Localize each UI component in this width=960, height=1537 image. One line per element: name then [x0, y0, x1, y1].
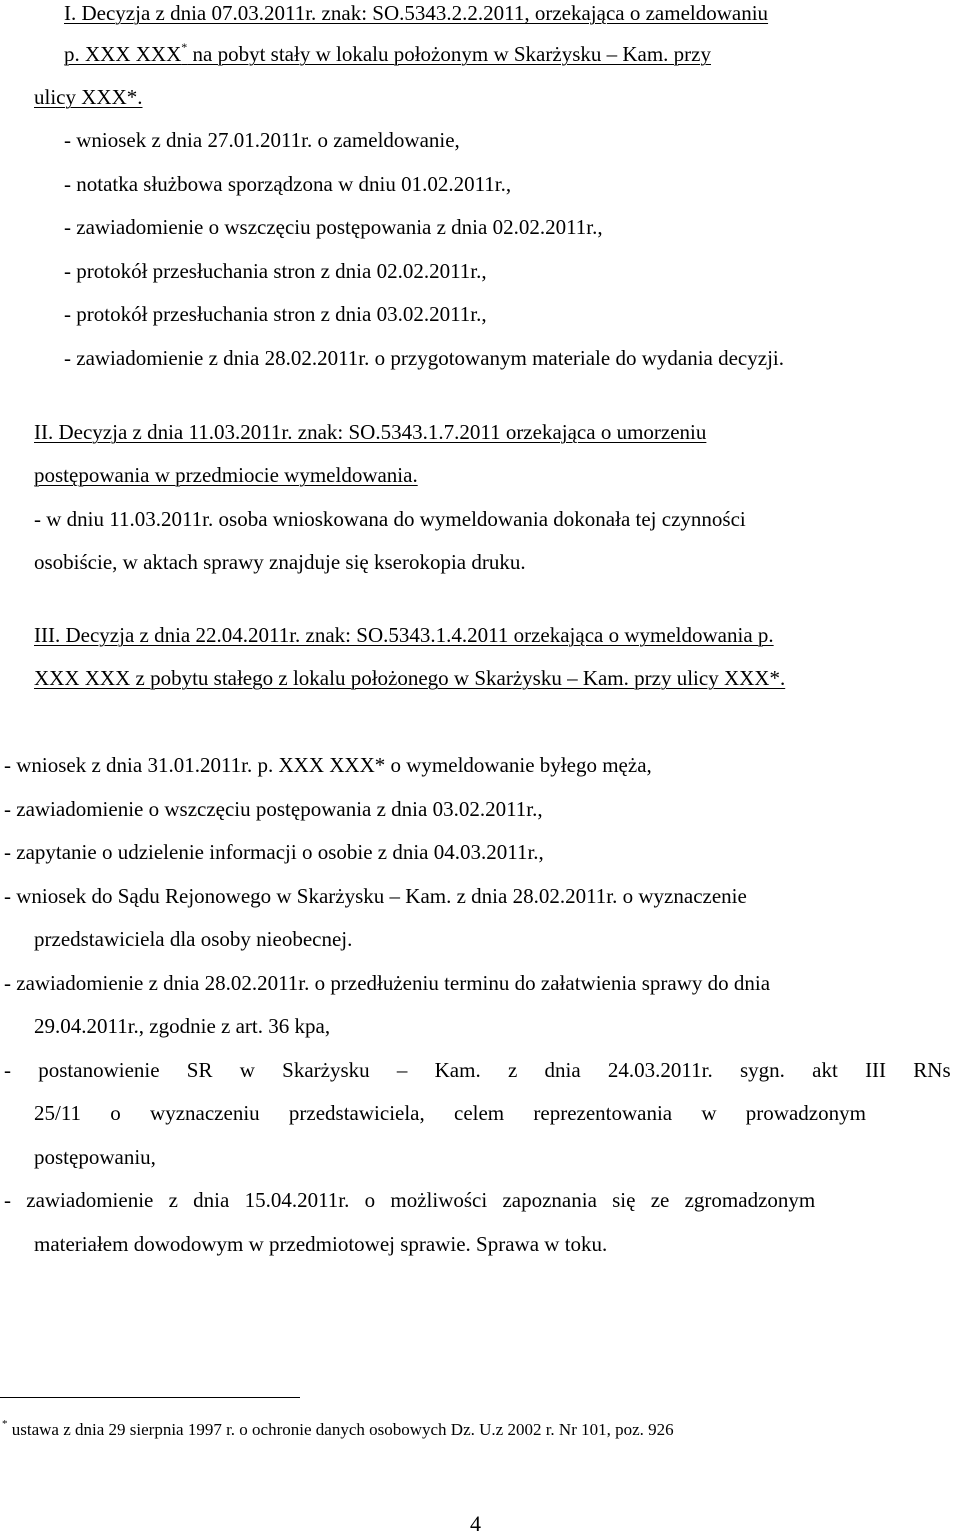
list-item-continuation: 25/11 o wyznaczeniu przedstawiciela, celem reprezentowania w prowadzonym	[34, 1101, 866, 1125]
page-number: 4	[470, 1511, 481, 1536]
list-item-continuation: materiałem dowodowym w przedmiotowej sprawie. Sprawa w toku.	[34, 1232, 608, 1256]
list-item: - wniosek z dnia 31.01.2011r. p. XXX XXX* o wymeldowanie byłego męża,	[4, 753, 652, 777]
list-item: - postanowienie SR w Skarżysku – Kam. z dnia 24.03.2011r. sygn. akt III RNs	[4, 1058, 951, 1082]
list-item: - wniosek z dnia 27.01.2011r. o zameldowanie,	[64, 128, 460, 152]
section-3-heading-line-1: III. Decyzja z dnia 22.04.2011r. znak: SO.5343.1.4.2011 orzekająca o wymeldowania p.	[34, 623, 774, 647]
list-item: - zawiadomienie z dnia 15.04.2011r. o możliwości zapoznania się ze zgromadzonym	[4, 1188, 816, 1212]
list-item: - zawiadomienie o wszczęciu postępowania z dnia 02.02.2011r.,	[64, 215, 603, 239]
list-item: - protokół przesłuchania stron z dnia 03.02.2011r.,	[64, 302, 487, 326]
list-item: - notatka służbowa sporządzona w dniu 01.02.2011r.,	[64, 172, 512, 196]
section-2-heading-line-1: II. Decyzja z dnia 11.03.2011r. znak: SO.5343.1.7.2011 orzekająca o umorzeniu	[34, 420, 707, 444]
section-3-heading-line-2: XXX XXX z pobytu stałego z lokalu położonego w Skarżysku – Kam. przy ulicy XXX*.	[34, 666, 786, 690]
list-item-continuation: postępowaniu,	[34, 1145, 156, 1169]
section-1-heading-line-1	[64, 0, 954, 26]
section-1-heading-text-a: p. XXX XXX	[64, 42, 182, 66]
list-item-continuation: przedstawiciela dla osoby nieobecnej.	[34, 927, 353, 951]
section-2-note-line-1: - w dniu 11.03.2011r. osoba wnioskowana do wymeldowania dokonała tej czynności	[34, 507, 746, 531]
footnote-marker: *	[2, 1418, 8, 1430]
footnote-rule	[0, 1397, 300, 1398]
footnote	[2, 1417, 674, 1443]
section-2-heading-line-2: postępowania w przedmiocie wymeldowania.	[34, 463, 418, 487]
section-1-heading-line-3: ulicy XXX*.	[34, 85, 143, 109]
list-item-continuation: 29.04.2011r., zgodnie z art. 36 kpa,	[34, 1014, 331, 1038]
footnote-marker: *	[181, 40, 188, 54]
list-item: - zawiadomienie z dnia 28.02.2011r. o przygotowanym materiale do wydania decyzji.	[64, 346, 784, 370]
section-1-heading-text-b: na pobyt stały w lokalu położonym w Skarżysku – Kam. przy	[187, 42, 711, 66]
list-item: - zapytanie o udzielenie informacji o osobie z dnia 04.03.2011r.,	[4, 840, 544, 864]
footnote-text: ustawa z dnia 29 sierpnia 1997 r. o ochronie danych osobowych Dz. U.z 2002 r. Nr 101, poz. 926	[7, 1420, 674, 1439]
section-1-heading-line-2	[64, 41, 954, 67]
list-item: - protokół przesłuchania stron z dnia 02.02.2011r.,	[64, 259, 487, 283]
section-1-heading-text: I. Decyzja z dnia 07.03.2011r. znak: SO.5343.2.2.2011, orzekająca o zameldowaniu	[64, 1, 769, 25]
list-item: - zawiadomienie o wszczęciu postępowania z dnia 03.02.2011r.,	[4, 797, 543, 821]
section-2-note-line-2: osobiście, w aktach sprawy znajduje się kserokopia druku.	[34, 550, 526, 574]
list-item: - zawiadomienie z dnia 28.02.2011r. o przedłużeniu terminu do załatwienia sprawy do dnia	[4, 971, 771, 995]
list-item: - wniosek do Sądu Rejonowego w Skarżysku – Kam. z dnia 28.02.2011r. o wyznaczenie	[4, 884, 747, 908]
